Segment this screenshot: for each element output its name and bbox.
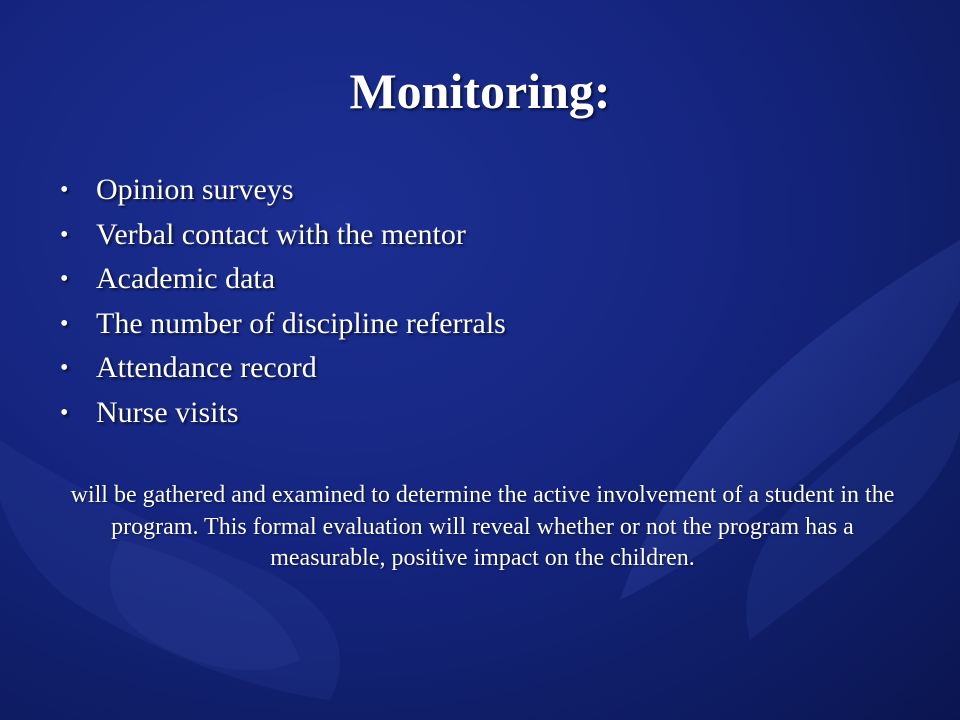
bullet-item: [60, 257, 506, 302]
bullet-icon: •: [60, 266, 69, 292]
bullet-list: [60, 168, 506, 435]
bullet-text: Nurse visits: [96, 395, 239, 429]
bullet-icon: •: [60, 177, 69, 203]
bullet-text: Opinion surveys: [96, 173, 294, 206]
bullet-item: [60, 391, 506, 436]
bullet-text: Verbal contact with the mentor: [96, 217, 466, 251]
bullet-item: [60, 346, 506, 391]
bullet-icon: •: [60, 355, 69, 381]
body-paragraph: will be gathered and examined to determine the active involvement of a student in the program. This formal evaluation will reveal whether or not the program has a measurable, positive impact on the children.: [70, 482, 895, 571]
slide-title: Monitoring:: [349, 63, 611, 119]
bullet-icon: •: [60, 310, 69, 337]
bullet-item: [60, 168, 506, 213]
bullet-item: [60, 213, 506, 258]
bullet-icon: •: [60, 399, 69, 426]
bullet-text: The number of discipline referrals: [96, 306, 506, 340]
bullet-text: Attendance record: [96, 351, 317, 384]
bullet-item: [60, 302, 506, 347]
bullet-icon: •: [60, 221, 69, 248]
bullet-text: Academic data: [96, 262, 276, 295]
